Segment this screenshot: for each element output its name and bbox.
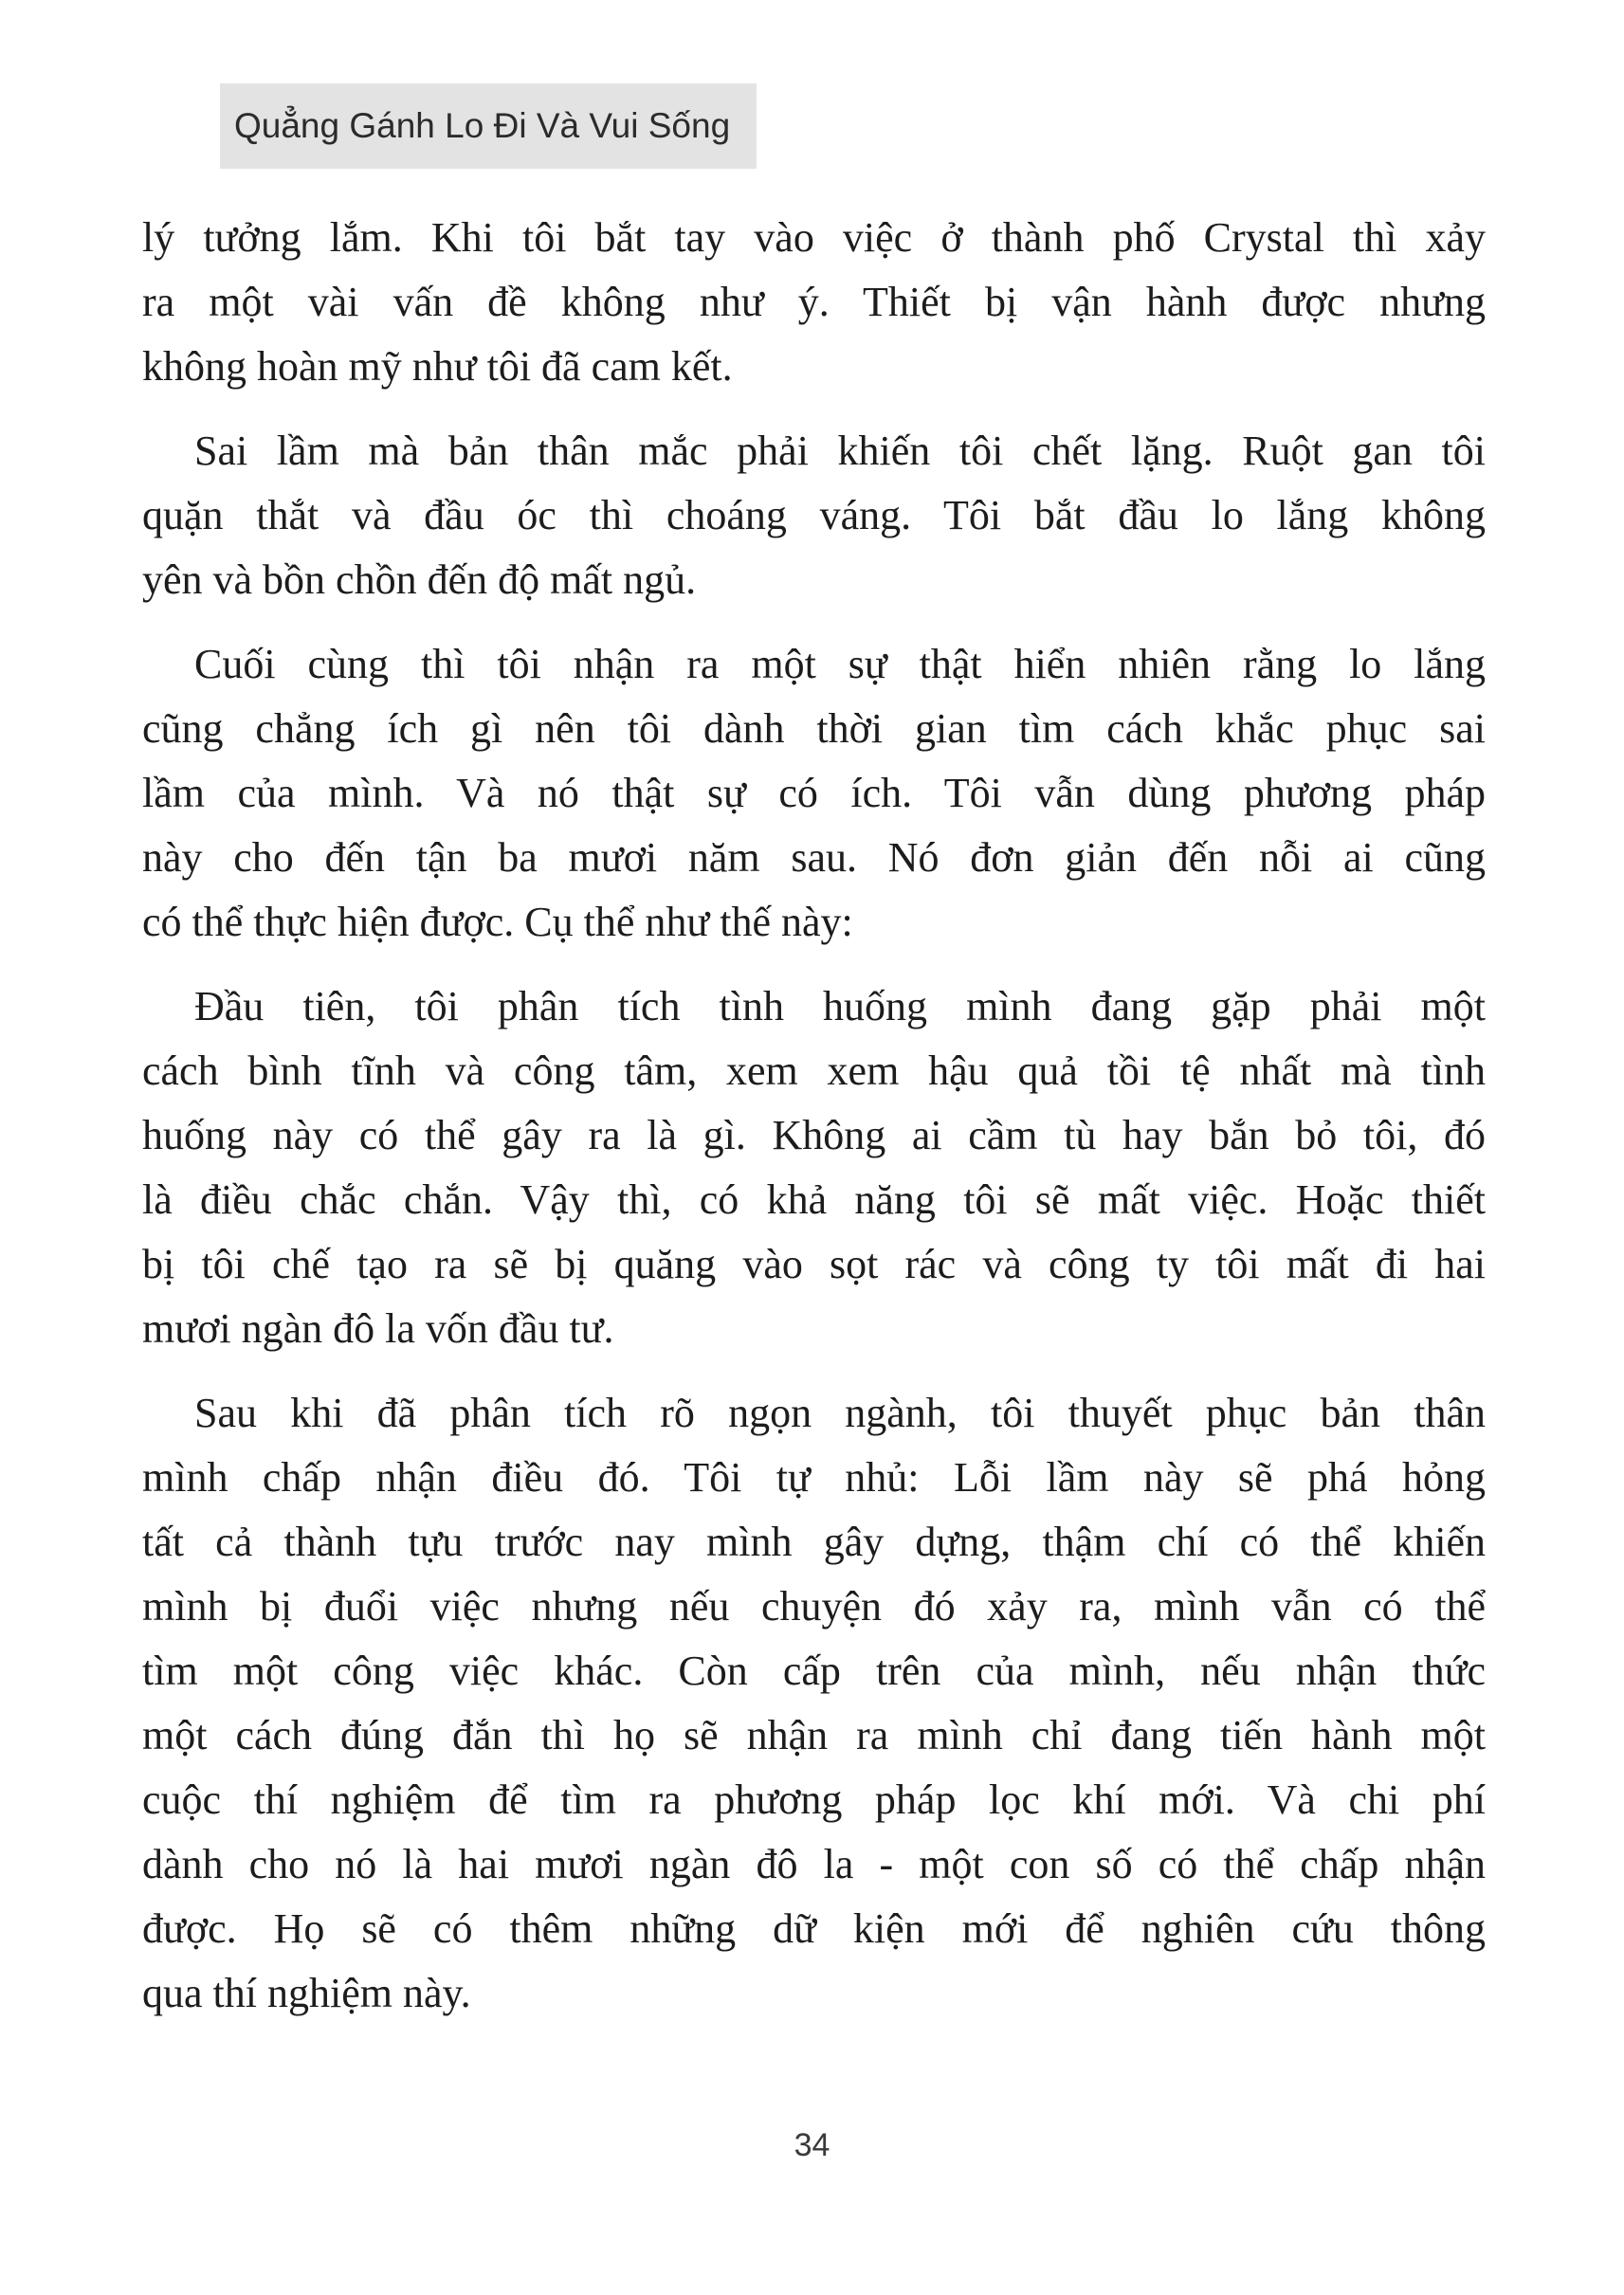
paragraph (142, 206, 1486, 399)
text-line: bị tôi chế tạo ra sẽ bị quăng vào sọt rác và công ty tôi mất đi hai (142, 1241, 1486, 1287)
paragraph (142, 1381, 1486, 2026)
text-line: huống này có thể gây ra là gì. Không ai cầm tù hay bắn bỏ tôi, đó (142, 1112, 1486, 1158)
text-line: dành cho nó là hai mươi ngàn đô la - một con số có thể chấp nhận (142, 1841, 1486, 1887)
text-line: lý tưởng lắm. Khi tôi bắt tay vào việc ở thành phố Crystal thì xảy (142, 214, 1486, 261)
text-line: qua thí nghiệm này. (142, 1970, 471, 2016)
text-line: Đầu tiên, tôi phân tích tình huống mình đang gặp phải một (194, 983, 1486, 1029)
paragraph (142, 632, 1486, 955)
text-line: có thể thực hiện được. Cụ thể như thế này: (142, 899, 853, 945)
text-line: mươi ngàn đô la vốn đầu tư. (142, 1305, 614, 1352)
text-line: quặn thắt và đầu óc thì choáng váng. Tôi bắt đầu lo lắng không (142, 492, 1486, 538)
text-line: mình chấp nhận điều đó. Tôi tự nhủ: Lỗi lầm này sẽ phá hỏng (142, 1454, 1486, 1501)
text-line: cách bình tĩnh và công tâm, xem xem hậu quả tồi tệ nhất mà tình (142, 1047, 1486, 1094)
text-line: không hoàn mỹ như tôi đã cam kết. (142, 343, 733, 390)
text-line: Sai lầm mà bản thân mắc phải khiến tôi chết lặng. Ruột gan tôi (194, 428, 1486, 474)
text-line: lầm của mình. Và nó thật sự có ích. Tôi vẫn dùng phương pháp (142, 770, 1486, 816)
text-line: ra một vài vấn đề không như ý. Thiết bị vận hành được nhưng (142, 279, 1486, 325)
page-body (142, 206, 1486, 2026)
text-line: cũng chẳng ích gì nên tôi dành thời gian tìm cách khắc phục sai (142, 705, 1486, 752)
text-line: được. Họ sẽ có thêm những dữ kiện mới để nghiên cứu thông (142, 1905, 1486, 1952)
text-line: một cách đúng đắn thì họ sẽ nhận ra mình chỉ đang tiến hành một (142, 1712, 1486, 1758)
book-title: Quẳng Gánh Lo Đi Và Vui Sống (234, 106, 731, 145)
paragraph (142, 974, 1486, 1361)
text-line: yên và bồn chồn đến độ mất ngủ. (142, 556, 697, 603)
text-line: là điều chắc chắn. Vậy thì, có khả năng tôi sẽ mất việc. Hoặc thiết (142, 1176, 1486, 1223)
text-line: tất cả thành tựu trước nay mình gây dựng, thậm chí có thể khiến (142, 1519, 1486, 1565)
page-number: 34 (794, 2127, 830, 2163)
text-line: cuộc thí nghiệm để tìm ra phương pháp lọc khí mới. Và chi phí (142, 1776, 1486, 1823)
running-header (220, 83, 757, 169)
text-line: Sau khi đã phân tích rõ ngọn ngành, tôi thuyết phục bản thân (194, 1390, 1486, 1436)
text-line: tìm một công việc khác. Còn cấp trên của mình, nếu nhận thức (142, 1648, 1486, 1694)
paragraph (142, 419, 1486, 612)
text-line: Cuối cùng thì tôi nhận ra một sự thật hiển nhiên rằng lo lắng (194, 641, 1486, 687)
text-line: này cho đến tận ba mươi năm sau. Nó đơn giản đến nỗi ai cũng (142, 834, 1486, 881)
text-line: mình bị đuổi việc nhưng nếu chuyện đó xảy ra, mình vẫn có thể (142, 1583, 1486, 1630)
